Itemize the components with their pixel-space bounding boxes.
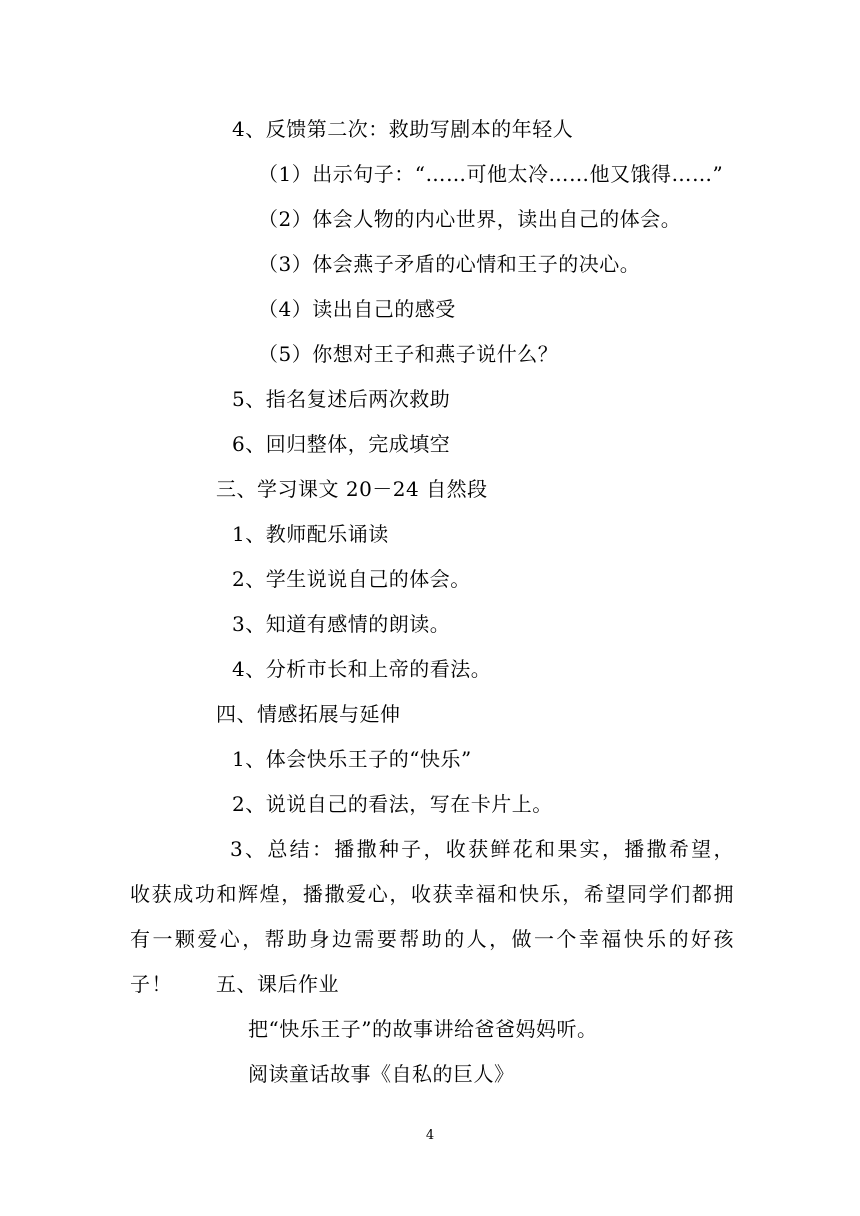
section-four-item-2: 2、说说自己的看法，写在卡片上。	[232, 792, 553, 816]
item-feedback-second: 4、反馈第二次：救助写剧本的年轻人	[232, 117, 574, 141]
item-return-whole: 6、回归整体，完成填空	[232, 432, 451, 456]
section-three-item-2: 2、学生说说自己的体会。	[232, 567, 471, 591]
homework-item-2: 阅读童话故事《自私的巨人》	[248, 1062, 515, 1086]
section-heading-five: 五、课后作业	[216, 972, 339, 996]
section-three-item-1: 1、教师配乐诵读	[232, 522, 389, 546]
sub-item-4: （4）读出自己的感受	[258, 297, 456, 321]
sub-item-2: （2）体会人物的内心世界，读出自己的体会。	[258, 207, 682, 231]
section-heading-four: 四、情感拓展与延伸	[216, 702, 401, 726]
section-four-item-1: 1、体会快乐王子的“快乐”	[232, 747, 472, 771]
section-three-item-4: 4、分析市长和上帝的看法。	[232, 657, 492, 681]
section-three-item-3: 3、知道有感情的朗读。	[232, 612, 451, 636]
sub-item-1: （1）出示句子：“……可他太冷……他又饿得……”	[258, 162, 724, 186]
section-heading-three: 三、学习课文 20－24 自然段	[216, 477, 488, 501]
homework-item-1: 把“快乐王子”的故事讲给爸爸妈妈听。	[248, 1017, 598, 1041]
sub-item-3: （3）体会燕子矛盾的心情和王子的决心。	[258, 252, 641, 276]
summary-paragraph: 3、总结：播撒种子，收获鲜花和果实，播撒希望，收获成功和辉煌，播撒爱心，收获幸福和快乐，希望同学们都拥有一颗爱心，帮助身边需要帮助的人，做一个幸福快乐的好孩子！	[130, 837, 735, 996]
page-number: 4	[425, 1128, 435, 1143]
sub-item-5: （5）你想对王子和燕子说什么？	[258, 342, 559, 366]
item-retell: 5、指名复述后两次救助	[232, 387, 451, 411]
